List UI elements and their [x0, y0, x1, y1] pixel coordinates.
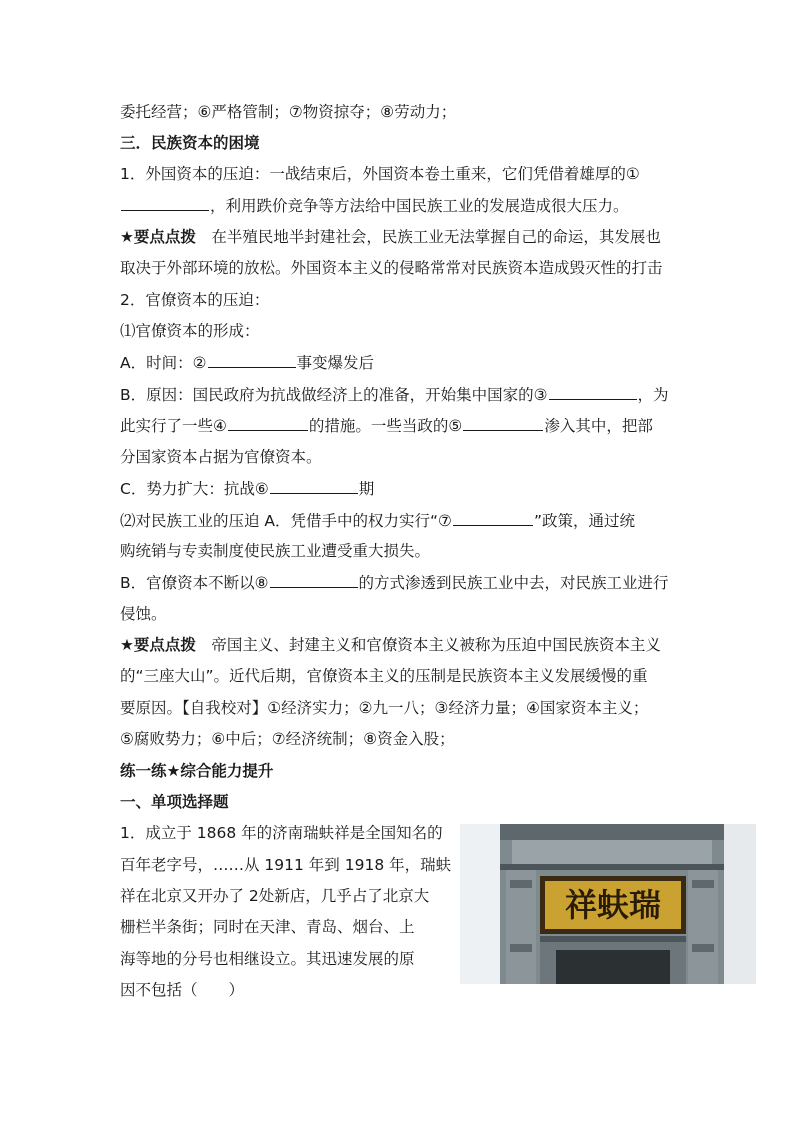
fill-blank-8[interactable] — [270, 571, 358, 588]
paragraph-line — [120, 571, 669, 594]
paragraph-text: C．势力扩大：抗战⑥ — [120, 480, 269, 498]
answer-key-line: 要原因。【自我校对】①经济实力；②九一八；③经济力量；④国家资本主义； — [120, 699, 649, 717]
fill-blank-5[interactable] — [463, 414, 543, 431]
paragraph-text: B．原因：国民政府为抗战做经济上的准备，开始集中国家的③ — [120, 386, 548, 404]
paragraph-line: 的“三座大山”。近代后期，官僚资本主义的压制是民族资本主义发展缓慢的重 — [120, 667, 648, 685]
fill-blank-3[interactable] — [549, 383, 637, 400]
paragraph-text: 期 — [358, 480, 375, 498]
sign-text: 祥蚨瑞 — [564, 886, 662, 924]
paragraph-text: 渗入其中，把部 — [544, 417, 653, 435]
fill-blank-4[interactable] — [228, 414, 308, 431]
answer-key-line: ⑤腐败势力；⑥中后；⑦经济统制；⑧资金入股； — [120, 730, 455, 748]
question-line: 海等地的分号也相继设立。其迅速发展的原 — [120, 950, 415, 968]
paragraph-text: 事变爆发后 — [296, 354, 375, 372]
paragraph-text: ”政策，通过统 — [533, 512, 635, 530]
key-point-label: ★要点点拨 — [120, 228, 196, 246]
paragraph-line — [120, 477, 374, 500]
paragraph-text: 的措施。一些当政的⑤ — [308, 417, 463, 435]
paragraph-text: ，为 — [637, 386, 669, 404]
paragraph-line: 2．官僚资本的压迫： — [120, 291, 270, 309]
key-point-line — [120, 226, 661, 248]
section-heading: 一、单项选择题 — [120, 793, 229, 811]
paragraph-text: B．官僚资本不断以⑧ — [120, 574, 269, 592]
paragraph-line — [120, 351, 374, 374]
question-line: 1．成立于 1868 年的济南瑞蚨祥是全国知名的 — [120, 824, 443, 842]
paragraph-text: 在半殖民地半封建社会，民族工业无法掌握自己的命运，其发展也 — [195, 228, 661, 246]
section-heading: 三．民族资本的困境 — [120, 134, 260, 152]
question-line: 百年老字号，……从 1911 年到 1918 年，瑞蚨 — [120, 856, 452, 874]
paragraph-line: 侵蚀。 — [120, 605, 167, 623]
fill-blank-1[interactable] — [121, 194, 209, 211]
paragraph-line: 1．外国资本的压迫：一战结束后，外国资本卷土重来，它们凭借着雄厚的① — [120, 165, 640, 183]
fill-blank-7[interactable] — [453, 509, 533, 526]
paragraph-text: ⑵对民族工业的压迫 A．凭借手中的权力实行“⑦ — [120, 512, 452, 530]
paragraph-line — [120, 414, 653, 437]
paragraph-text: 帝国主义、封建主义和官僚资本主义被称为压迫中国民族资本主义 — [195, 636, 661, 654]
paragraph-line: ⑴官僚资本的形成： — [120, 322, 260, 340]
paragraph-line: 分国家资本占据为官僚资本。 — [120, 448, 322, 466]
storefront-illustration — [460, 824, 756, 984]
answer-continuation: 委托经营；⑥严格管制；⑦物资掠夺；⑧劳动力； — [120, 103, 457, 121]
paragraph-line: 购统销与专卖制度使民族工业遭受重大损失。 — [120, 542, 431, 560]
paragraph-text: 此实行了一些④ — [120, 417, 227, 435]
paragraph-line — [120, 194, 629, 217]
shop-sign-photo — [460, 824, 756, 984]
question-line: 祥在北京又开办了 2处新店，几乎占了北京大 — [120, 887, 430, 905]
question-line: 因不包括（ ） — [120, 981, 245, 999]
key-point-line — [120, 634, 661, 656]
paragraph-line: 取决于外部环境的放松。外国资本主义的侵略常常对民族资本造成毁灭性的打击 — [120, 259, 663, 277]
section-heading: 练一练★综合能力提升 — [120, 762, 274, 780]
paragraph-text: 的方式渗透到民族工业中去，对民族工业进行 — [358, 574, 669, 592]
paragraph-text: A．时间：② — [120, 354, 207, 372]
paragraph-text: ，利用跌价竞争等方法给中国民族工业的发展造成很大压力。 — [210, 197, 629, 215]
key-point-label: ★要点点拨 — [120, 636, 196, 654]
paragraph-line — [120, 509, 635, 532]
question-line: 栅栏半条街；同时在天津、青岛、烟台、上 — [120, 918, 415, 936]
fill-blank-2[interactable] — [208, 351, 296, 368]
paragraph-line — [120, 383, 669, 406]
fill-blank-6[interactable] — [270, 477, 358, 494]
